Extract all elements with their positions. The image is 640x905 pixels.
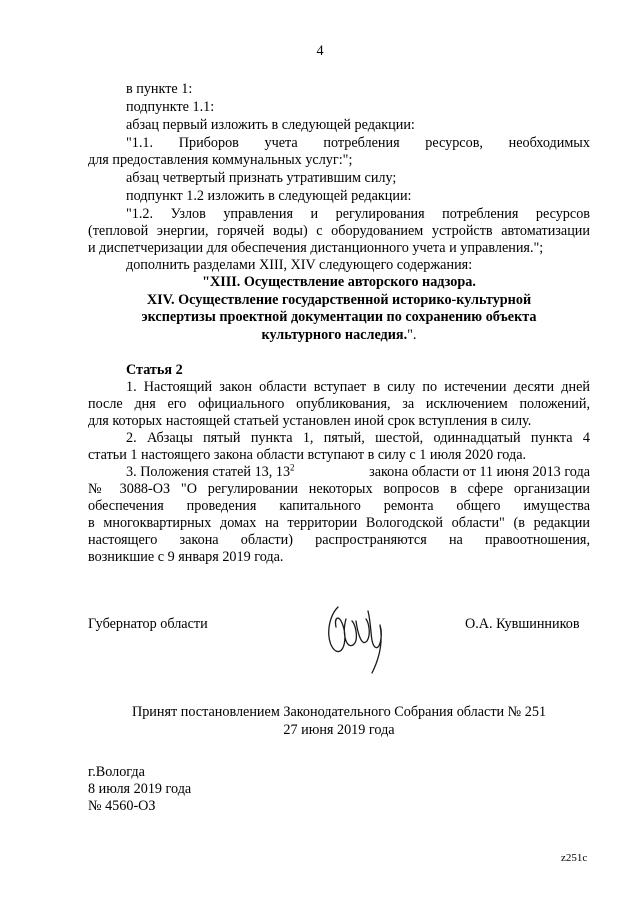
article-2-p3-line-6: возникшие с 9 января 2019 года. [88,549,284,565]
amend-line-11: дополнить разделами XIII, XIV следующего содержания: [126,257,473,273]
page-number: 4 [316,43,324,59]
p11-word: ресурсов, [425,135,483,151]
p11-word: Приборов [178,135,239,151]
p11-word: "1.1. [126,135,154,151]
article-2-p3-line-4: в многоквартирных домах на территории Вологодской области" (в редакции [88,515,590,531]
article-2-p3-line-1 [126,464,590,481]
p11-word: необходимых [508,135,590,151]
article-2-p3-line-2: № 3088-ОЗ "О регулировании некоторых вопросов в сфере организации [88,481,590,497]
superscript: 2 [290,462,295,473]
paragraph-1-1-line-2: для предоставления коммунальных услуг:"; [88,152,353,168]
governor-name: О.А. Кувшинников [465,616,580,632]
article-2-p2-line-1: 2. Абзацы пятый пункта 1, пятый, шестой, одиннадцатый пункта 4 [126,430,590,446]
section-xiv-line-2: экспертизы проектной документации по сохранению объекта [141,309,537,325]
paragraph-1-2-line-1: "1.2. Узлов управления и регулирования потребления ресурсов [126,206,590,222]
section-xiv-line-3-text: культурного наследия. [261,327,408,343]
article-2-p3-line-3: обеспечения проведения капитального ремонта общего имущества [88,498,590,514]
handwritten-signature [320,597,405,677]
section-xiv-closing-quote: ". [407,327,417,343]
amend-line-6: абзац четвертый признать утратившим силу; [126,170,397,186]
article-2-p1-line-2: после дня его официального опубликования, за исключением положений, [88,396,590,412]
law-date: 8 июля 2019 года [88,781,192,797]
section-xiv-line-3 [88,327,590,344]
document-code: z251c [561,852,588,864]
paragraph-1-1-line-1 [126,135,590,152]
paragraph-1-2-line-2: (тепловой энергии, горячей воды) с оборудованием устройств автоматизации [88,223,590,239]
amend-line-2: подпункте 1.1: [126,99,215,115]
section-xiii-title: "XIII. Осуществление авторского надзора. [202,274,476,290]
p11-word: учета [264,135,298,151]
amend-line-7: подпункт 1.2 изложить в следующей редакции: [126,188,412,204]
article-2-p2-line-2: статьи 1 настоящего закона области вступают в силу с 1 июля 2020 года. [88,447,527,463]
article-2-heading: Статья 2 [126,362,183,378]
p11-word: потребления [323,135,400,151]
amend-line-1: в пункте 1: [126,81,193,97]
section-xiv-line-1: XIV. Осуществление государственной историко-культурной [146,292,532,308]
article-2-p1-line-3: для которых настоящей статьей установлен иной срок вступления в силу. [88,413,532,429]
governor-title: Губернатор области [88,616,208,632]
article-2-p3-line-5: настоящего закона области) распространяются на правоотношения, [88,532,590,548]
amend-line-3: абзац первый изложить в следующей редакции: [126,117,415,133]
p3-line-1-text: 3. Положения статей 13, 13 [126,464,291,480]
p3-line-1-start [126,464,295,481]
city: г.Вологда [88,764,145,780]
adoption-line-1: Принят постановлением Законодательного Собрания области № 251 [131,704,547,720]
article-2-p1-line-1: 1. Настоящий закон области вступает в силу по истечении десяти дней [126,379,590,395]
adoption-date: 27 июня 2019 года [283,722,395,738]
paragraph-1-2-line-3: и диспетчеризации для обеспечения дистанционного учета и управления."; [88,240,544,256]
p3-line-1-end: закона области от 11 июня 2013 года [365,464,590,480]
law-number: № 4560-ОЗ [88,798,156,814]
